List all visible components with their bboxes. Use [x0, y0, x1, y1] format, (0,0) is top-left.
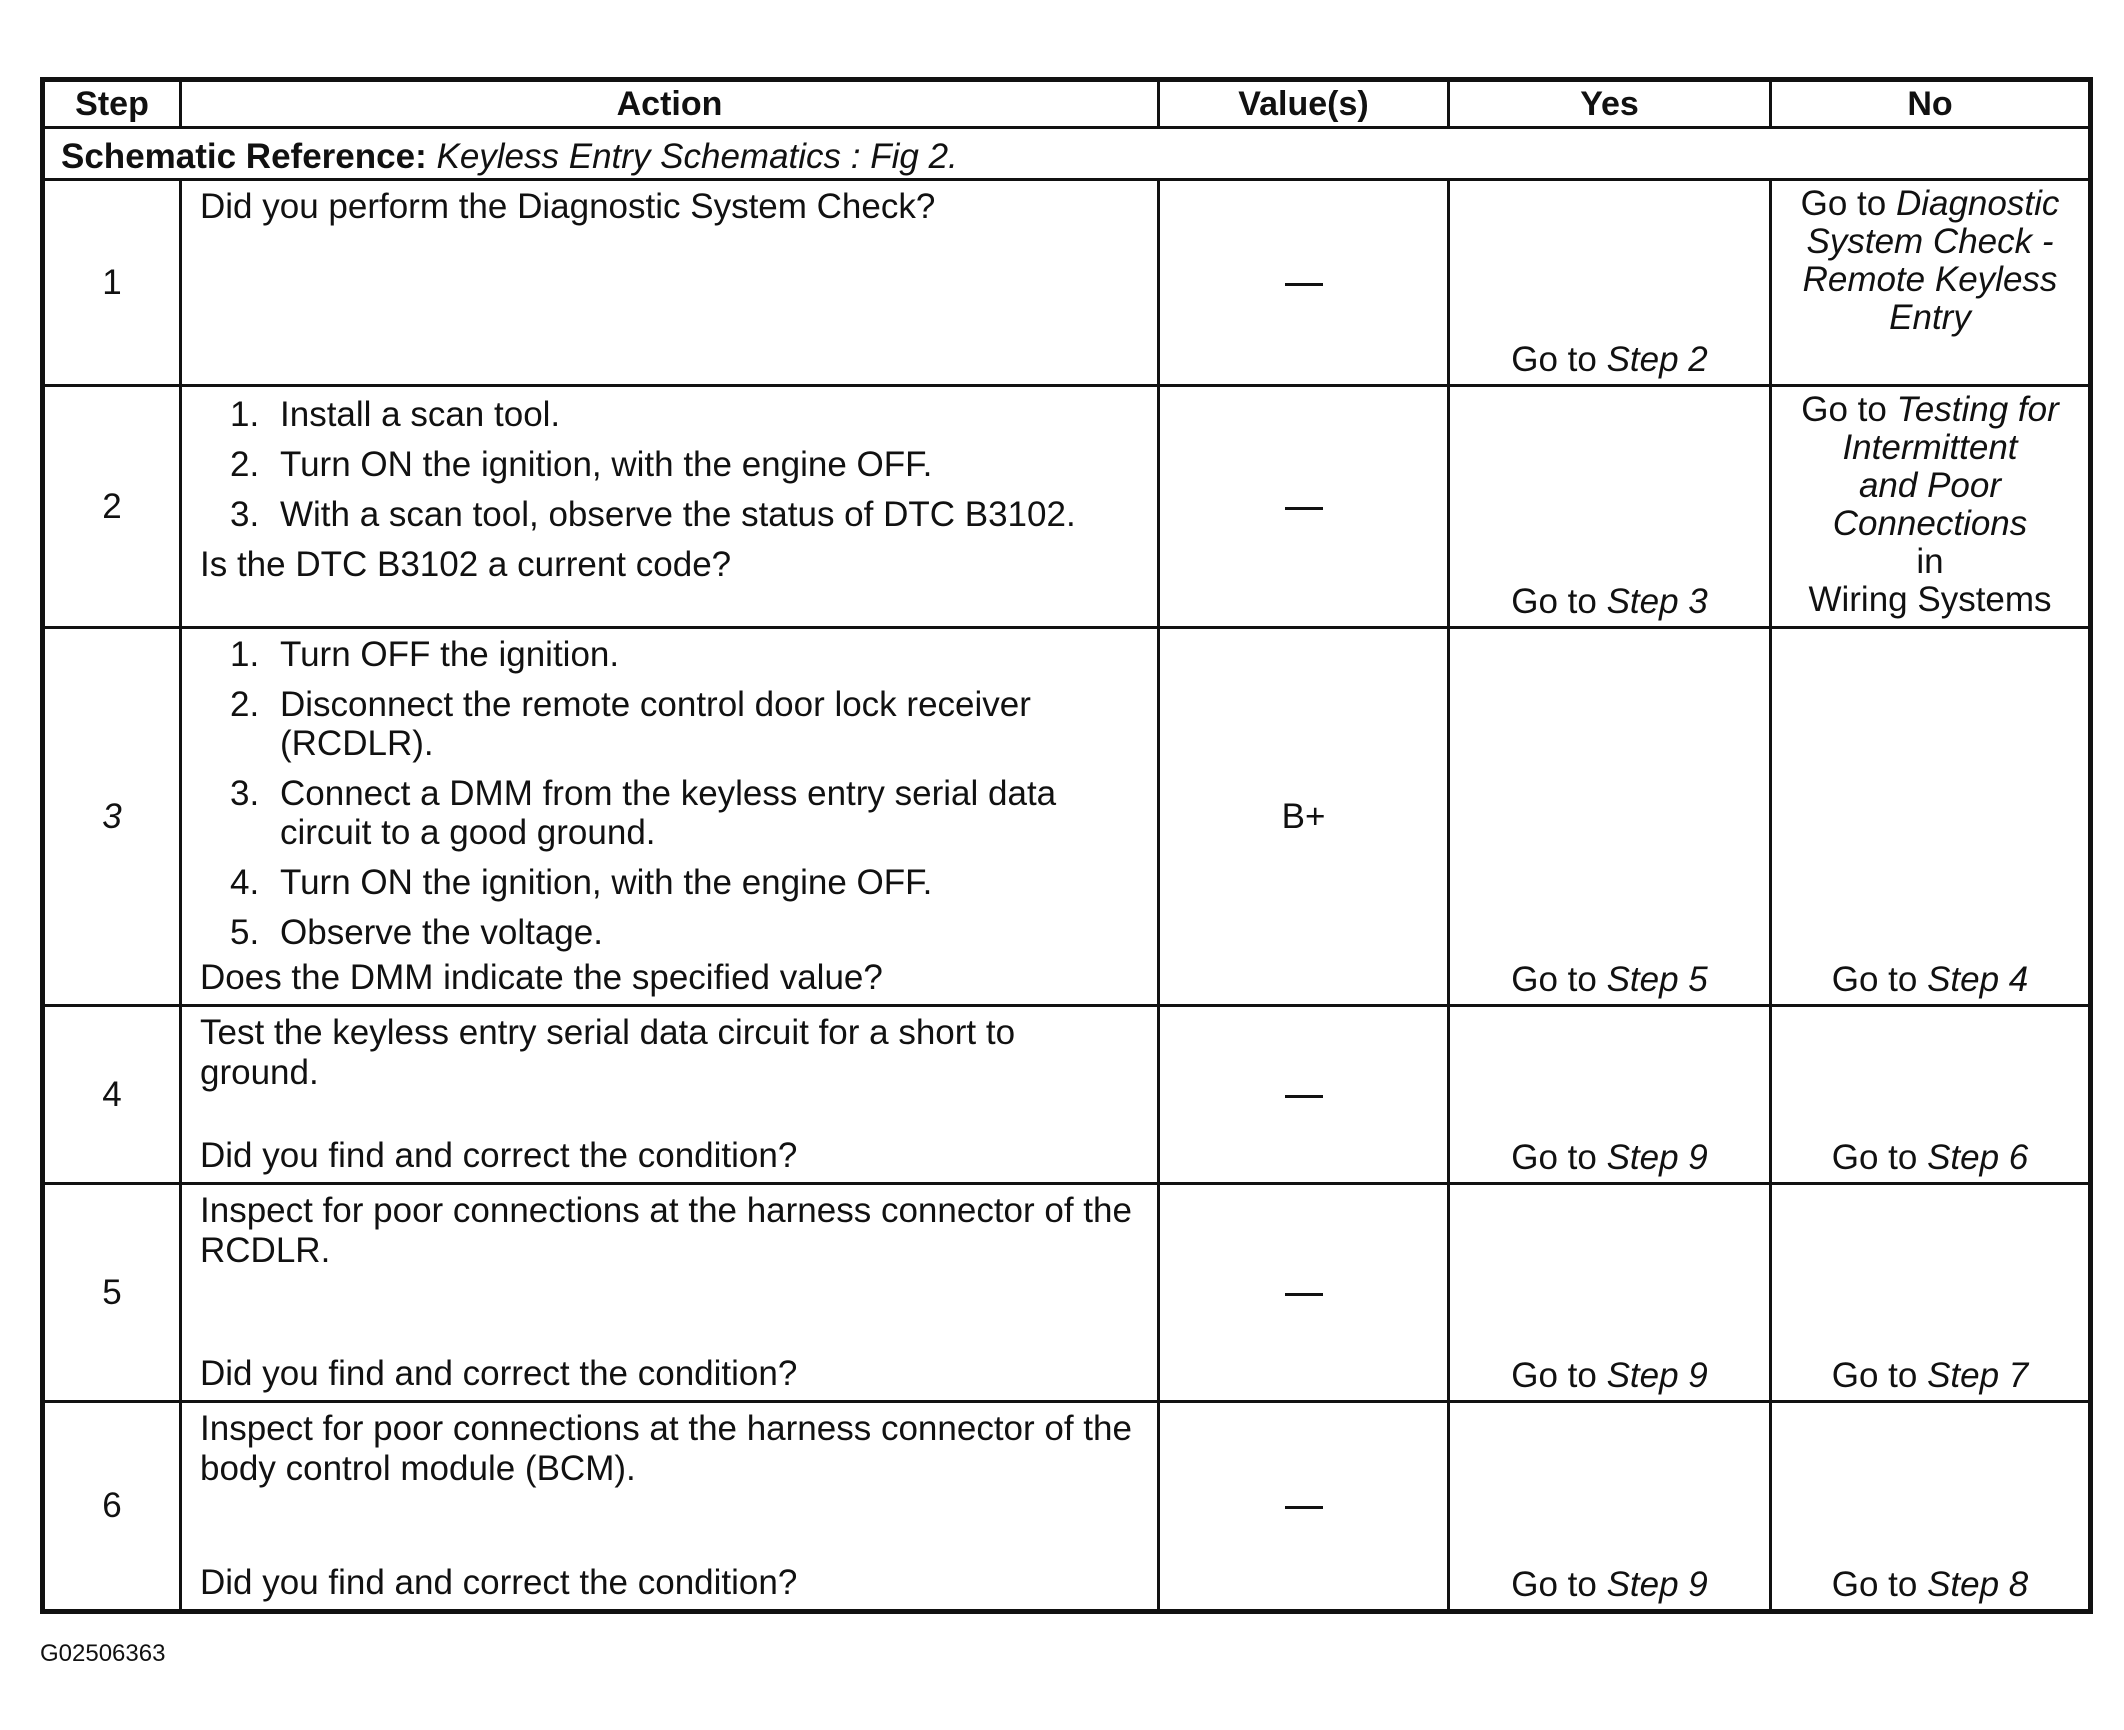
schematic-link[interactable]: Keyless Entry Schematics : Fig 2. — [436, 136, 958, 176]
list-item: 5. Observe the voltage. — [230, 913, 603, 952]
yes-cell — [1449, 1184, 1771, 1402]
dash-mark — [1285, 1293, 1323, 1296]
yes-cell — [1449, 386, 1771, 628]
value-cell — [1159, 1006, 1449, 1184]
yes-cell — [1449, 628, 1771, 1006]
action-question: Did you find and correct the condition? — [200, 1136, 798, 1175]
step-number: 5 — [43, 1184, 181, 1402]
table-row — [43, 180, 2091, 386]
header-row — [43, 80, 2091, 128]
no-cell — [1771, 1006, 2091, 1184]
table-row — [43, 386, 2091, 628]
action-cell — [181, 180, 1159, 386]
no-goto[interactable]: Go to Testing for Intermittent and Poor Connections in Wiring Systems — [1801, 390, 2059, 619]
figure-code: G02506363 — [40, 1640, 166, 1667]
no-cell — [1771, 180, 2091, 386]
dash-mark — [1285, 283, 1323, 286]
list-item: 3. With a scan tool, observe the status of DTC B3102. — [230, 495, 1076, 534]
action-question: Did you perform the Diagnostic System Check? — [200, 187, 936, 226]
table-row — [43, 1006, 2091, 1184]
step-number: 4 — [43, 1006, 181, 1184]
action-question: Did you find and correct the condition? — [200, 1563, 798, 1602]
action-cell — [181, 386, 1159, 628]
header-action: Action — [181, 80, 1159, 128]
yes-cell — [1449, 180, 1771, 386]
action-cell — [181, 628, 1159, 1006]
action-cell — [181, 1184, 1159, 1402]
yes-goto[interactable]: Go to Step 9 — [1511, 1565, 1708, 1604]
yes-cell — [1449, 1402, 1771, 1612]
value-cell: B+ — [1159, 628, 1449, 1006]
action-text: Test the keyless entry serial data circuit for a short to ground. — [200, 1013, 1016, 1092]
step-number: 1 — [43, 180, 181, 386]
yes-goto[interactable]: Go to Step 9 — [1511, 1138, 1708, 1177]
no-goto[interactable]: Go to Step 7 — [1831, 1356, 2029, 1395]
step-number: 3 — [43, 628, 181, 1006]
yes-goto[interactable]: Go to Step 2 — [1511, 340, 1708, 379]
dash-mark — [1285, 507, 1323, 510]
list-item: 2. Disconnect the remote control door lock receiver (RCDLR). — [230, 685, 1031, 763]
table-row — [43, 1402, 2091, 1612]
table-row — [43, 1184, 2091, 1402]
action-question: Is the DTC B3102 a current code? — [200, 545, 732, 584]
value-cell — [1159, 386, 1449, 628]
action-cell — [181, 1402, 1159, 1612]
step-number: 6 — [43, 1402, 181, 1612]
list-item: 1. Turn OFF the ignition. — [230, 635, 620, 674]
yes-goto[interactable]: Go to Step 3 — [1511, 582, 1708, 621]
no-goto[interactable]: Go to Step 8 — [1831, 1565, 2029, 1604]
no-cell — [1771, 628, 2091, 1006]
no-cell — [1771, 386, 2091, 628]
diagnostic-table — [40, 77, 2093, 1614]
value-cell — [1159, 180, 1449, 386]
header-values: Value(s) — [1159, 80, 1449, 128]
action-question: Does the DMM indicate the specified value? — [200, 958, 883, 997]
dash-mark — [1285, 1095, 1323, 1098]
list-item: 1. Install a scan tool. — [230, 395, 561, 434]
no-goto[interactable]: Go to Diagnostic System Check - Remote Keyless Entry — [1800, 184, 2060, 337]
action-steps — [200, 395, 1143, 534]
value-cell — [1159, 1184, 1449, 1402]
table-row — [43, 628, 2091, 1006]
yes-cell — [1449, 1006, 1771, 1184]
value-cell — [1159, 1402, 1449, 1612]
schematic-label: Schematic Reference: — [61, 136, 427, 176]
no-cell — [1771, 1402, 2091, 1612]
no-goto[interactable]: Go to Step 4 — [1831, 960, 2029, 999]
action-cell — [181, 1006, 1159, 1184]
schematic-row — [43, 128, 2091, 180]
yes-goto[interactable]: Go to Step 9 — [1511, 1356, 1708, 1395]
no-goto[interactable]: Go to Step 6 — [1831, 1138, 2029, 1177]
action-question: Did you find and correct the condition? — [200, 1354, 798, 1393]
list-item: 2. Turn ON the ignition, with the engine OFF. — [230, 445, 933, 484]
list-item: 4. Turn ON the ignition, with the engine OFF. — [230, 863, 933, 902]
yes-goto[interactable]: Go to Step 5 — [1511, 960, 1708, 999]
header-yes: Yes — [1449, 80, 1771, 128]
action-text: Inspect for poor connections at the harness connector of the RCDLR. — [200, 1191, 1132, 1270]
action-text: Inspect for poor connections at the harness connector of the body control module (BCM). — [200, 1409, 1132, 1488]
step-number: 2 — [43, 386, 181, 628]
schematic-reference — [43, 128, 2091, 180]
dash-mark — [1285, 1506, 1323, 1509]
action-steps — [200, 635, 1143, 952]
header-no: No — [1771, 80, 2091, 128]
no-cell — [1771, 1184, 2091, 1402]
header-step: Step — [43, 80, 181, 128]
list-item: 3. Connect a DMM from the keyless entry serial data circuit to a good ground. — [230, 774, 1057, 852]
